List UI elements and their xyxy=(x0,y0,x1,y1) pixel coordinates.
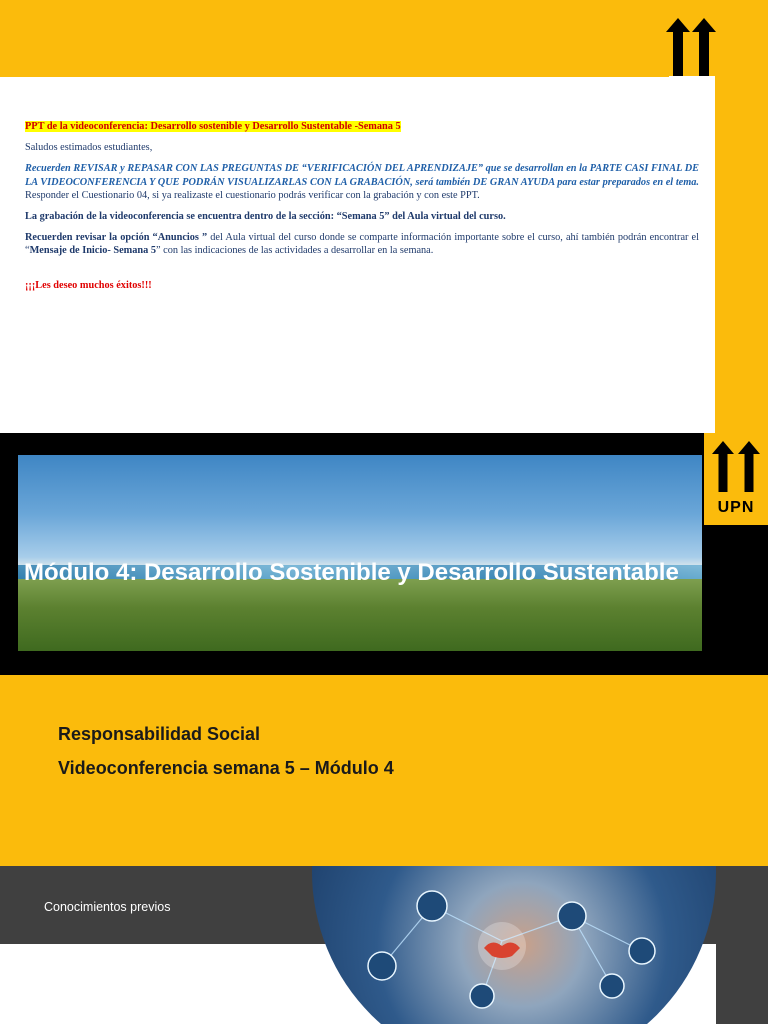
network-icons-overlay xyxy=(312,866,716,1024)
announcement-heading: PPT de la videoconferencia: Desarrollo sostenible y Desarrollo Sustentable -Semana 5 xyxy=(25,121,401,132)
session-subtitle: Videoconferencia semana 5 – Módulo 4 xyxy=(58,758,394,778)
announcements-text: del Aula virtual del curso donde se comparte información importante sobre el curso, ahí también podrán encontrar el “ xyxy=(25,232,699,257)
paragraph-verification-rest: Responder el Cuestionario 04, si ya realizaste el cuestionario podrás verificar con la grabación y con este PPT. xyxy=(25,189,480,201)
announcement-text xyxy=(25,120,699,301)
slide-2 xyxy=(0,433,768,675)
slide4-right-bar xyxy=(716,866,768,1024)
slide1-right-bar xyxy=(715,0,768,433)
paragraph-verification-emphasis: Recuerden REVISAR y REPASAR CON LAS PREGUNTAS DE “VERIFICACIÓN DEL APRENDIZAJE” que se desarrollan en la PARTE CASI FINAL DE LA VIDEOCONFERENCIA Y QUE PODRÁN VISUALIZARLAS CON LA GRABACIÓN, será también DE GRAN AYUDA para estar preparados en el tema. xyxy=(25,163,699,188)
closing-wishes: ¡¡¡Les deseo muchos éxitos!!! xyxy=(25,280,152,292)
slide1-logo-gap xyxy=(669,76,715,80)
paragraph-verification xyxy=(25,162,699,202)
handshake-icon xyxy=(478,922,526,970)
section-label: Conocimientos previos xyxy=(44,900,171,914)
greeting: Saludos estimados estudiantes, xyxy=(25,142,153,154)
slide1-top-bar xyxy=(0,0,768,77)
course-name: Responsabilidad Social xyxy=(58,724,261,744)
network-image xyxy=(312,866,716,1024)
announcements-text-end: ” con las indicaciones de las actividades a desarrollar en la semana. xyxy=(156,245,434,257)
upn-arrow-logo-icon xyxy=(666,18,716,76)
module-title: Módulo 4: Desarrollo Sostenible y Desarrollo Sustentable xyxy=(24,559,679,586)
start-message: Mensaje de Inicio- Semana 5 xyxy=(29,245,156,257)
upn-arrow-logo-icon xyxy=(711,440,761,492)
upn-logo-text: UPN xyxy=(717,499,755,516)
paragraph-announcements xyxy=(25,231,699,257)
paragraph-recording: La grabación de la videoconferencia se encuentra dentro de la sección: “Semana 5” del Aula virtual del curso. xyxy=(25,210,506,222)
announcements-option: Recuerden revisar la opción “Anuncios ” xyxy=(25,232,208,244)
landscape-grass xyxy=(18,579,702,651)
landscape-photo xyxy=(18,455,702,651)
